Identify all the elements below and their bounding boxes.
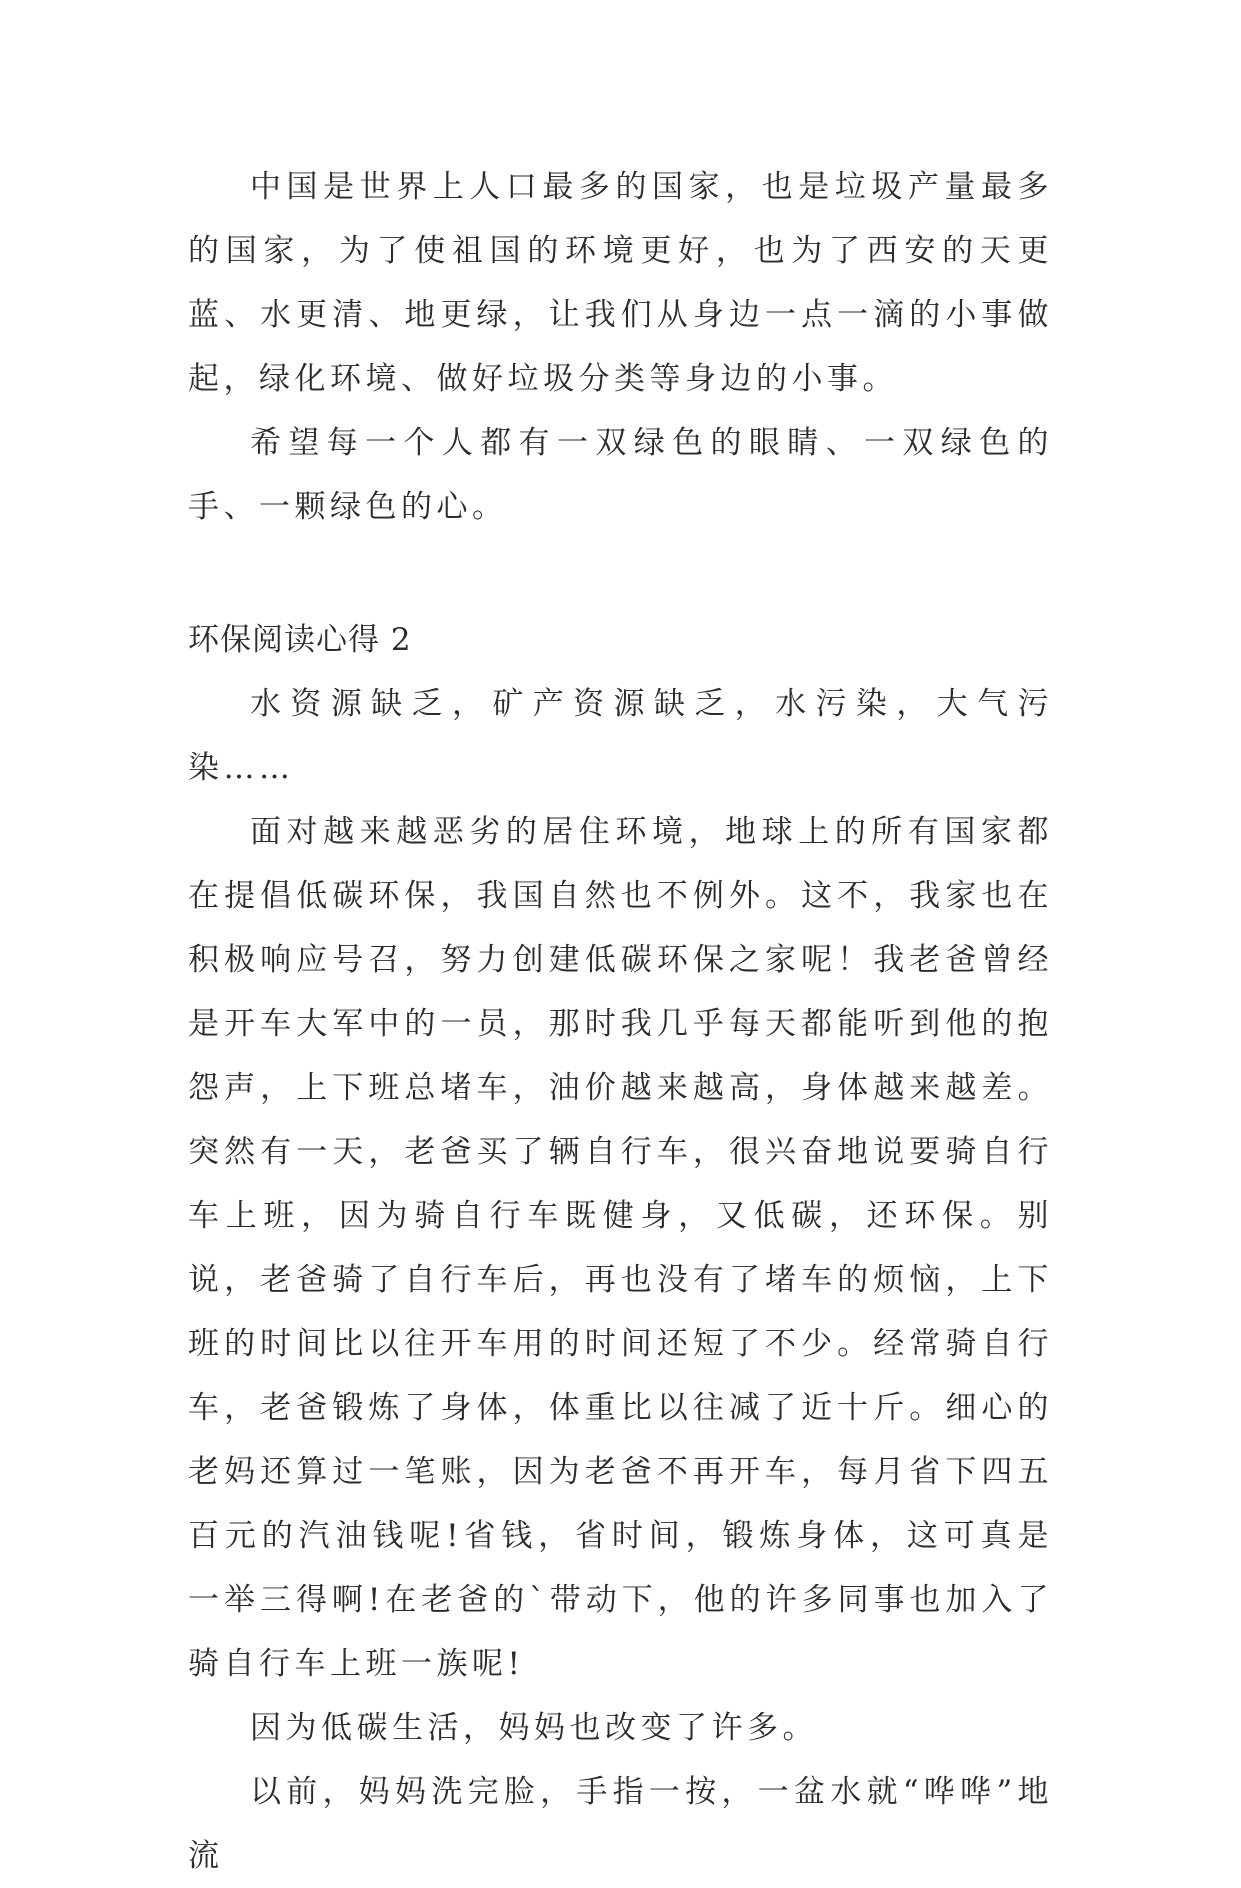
paragraph: 因为低碳生活，妈妈也改变了许多。	[250, 1710, 818, 1746]
paragraph: 希望每一个人都有一双绿色的眼睛、一双绿色的手、一颗绿色的心。	[188, 425, 1053, 525]
document-body	[188, 155, 1053, 1888]
paragraph: 水资源缺乏，矿产资源缺乏，水污染，大气污染……	[188, 686, 1053, 786]
paragraph: 面对越来越恶劣的居住环境，地球上的所有国家都在提倡低碳环保，我国自然也不例外。这不，我家也在积极响应号召，努力创建低碳环保之家呢！我老爸曾经是开车大军中的一员，那时我几乎每天都能听到他的抱怨声，上下班总堵车，油价越来越高，身体越来越差。突然有一天，老爸买了辆自行车，很兴奋地说要骑自行车上班，因为骑自行车既健身，又低碳，还环保。别说，老爸骑了自行车后，再也没有了堵车的烦恼，上下班的时间比以往开车用的时间还短了不少。经常骑自行车，老爸锻炼了身体，体重比以往减了近十斤。细心的老妈还算过一笔账，因为老爸不再开车，每月省下四五百元的汽油钱呢!省钱，省时间，锻炼身体，这可真是一举三得啊!在老爸的`带动下，他的许多同事也加入了骑自行车上班一族呢!	[188, 814, 1053, 1682]
paragraph: 以前，妈妈洗完脸，手指一按，一盆水就“哗哗”地流	[188, 1774, 1053, 1874]
section-heading: 环保阅读心得 2	[188, 622, 412, 658]
paragraph: 中国是世界上人口最多的国家，也是垃圾产量最多的国家，为了使祖国的环境更好，也为了西安的天更蓝、水更清、地更绿，让我们从身边一点一滴的小事做起，绿化环境、做好垃圾分类等身边的小事。	[188, 169, 1053, 397]
